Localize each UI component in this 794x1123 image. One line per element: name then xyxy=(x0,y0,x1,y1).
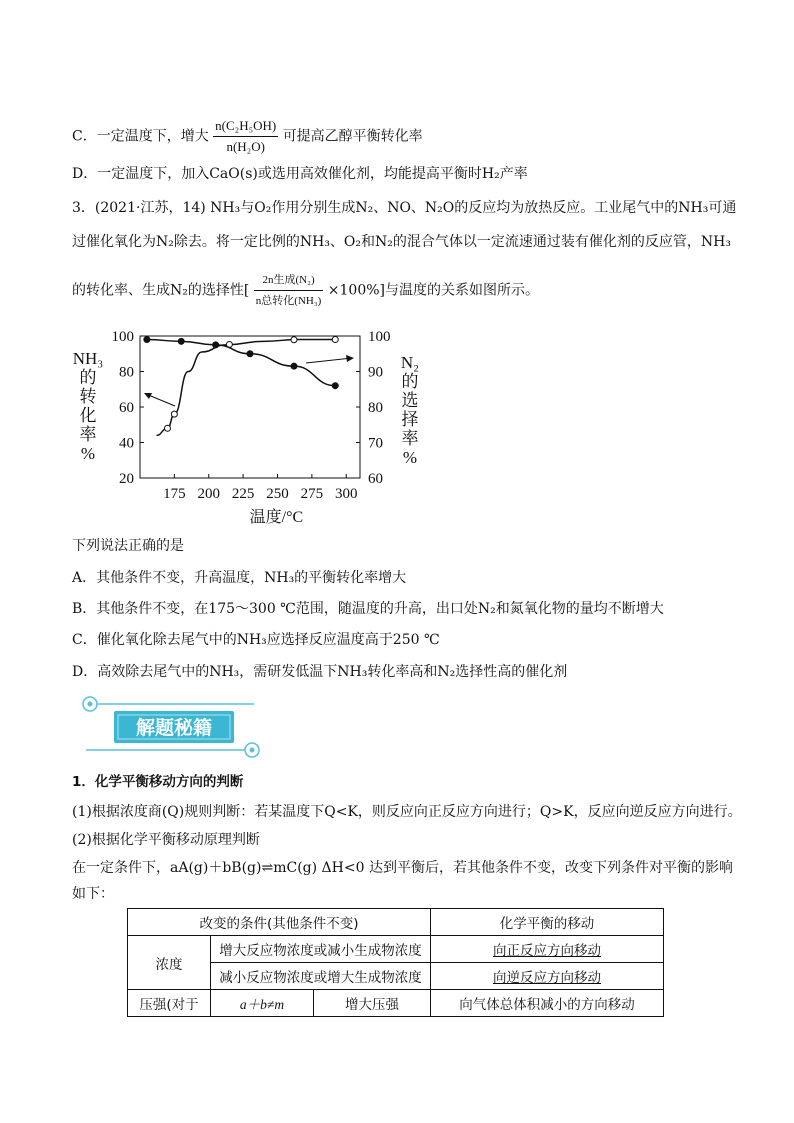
right-axis-label-char: 的 xyxy=(401,372,419,391)
fraction-denominator: n(H₂O) xyxy=(226,139,265,154)
left-tick-label: 20 xyxy=(119,471,134,487)
chart-arrows xyxy=(144,355,354,406)
question-line-2: 过催化氧化为N₂除去。将一定比例的NH₃、O₂和N₂的混合气体以一定流速通过装有催化剂的反应管，NH₃ xyxy=(72,234,731,250)
option-d: D．高效除去尾气中的NH₃，需研发低温下NH₃转化率高和N₂选择性高的催化剂 xyxy=(72,664,568,680)
table-cell: 增大压强 xyxy=(314,990,431,1017)
x-tick-label: 275 xyxy=(300,486,324,502)
table-cell: a＋b≠m xyxy=(211,990,314,1017)
question-line-1: 3．(2021·江苏，14) NH₃与O₂作用分别生成N₂、NO、N₂O的反应均为放热反应。工业尾气中的NH₃可通 xyxy=(72,200,737,216)
table-row xyxy=(128,990,664,1017)
option-d-prev: D．一定温度下，加入CaO(s)或选用高效催化剂，均能提高平衡时H₂产率 xyxy=(72,166,528,182)
x-tick-label: 200 xyxy=(197,486,220,502)
right-axis-label-char: 率 xyxy=(401,429,419,448)
selectivity-fraction xyxy=(254,270,324,311)
secret-item-3-cont: 如下： xyxy=(72,886,114,902)
right-axis-label-char: 择 xyxy=(401,410,419,429)
option-b: B．其他条件不变，在175～300 ℃范围，随温度的升高，出口处N₂和氮氧化物的量均不断增大 xyxy=(72,601,664,617)
series-left-point xyxy=(332,337,338,343)
table-row xyxy=(128,909,664,936)
option-a: A．其他条件不变，升高温度，NH₃的平衡转化率增大 xyxy=(72,570,407,586)
table-header-shift: 化学平衡的移动 xyxy=(431,909,664,936)
fraction-denominator: n总转化(NH₃) xyxy=(255,295,322,307)
series-left-point xyxy=(171,411,177,417)
option-c-suffix: 可提高乙醇平衡转化率 xyxy=(282,128,423,145)
left-tick-label: 40 xyxy=(119,435,134,452)
question-stem: 下列说法正确的是 xyxy=(72,538,184,554)
left-tick-label: 100 xyxy=(111,329,134,345)
secret-item-3: 在一定条件下，aA(g)＋bB(g)⇌mC(g) ΔH<0 达到平衡后，若其他条件不变，改变下列条件对平衡的影响 xyxy=(72,860,733,876)
right-axis-label-char: 选 xyxy=(401,391,419,410)
series-right-point xyxy=(332,383,338,389)
table-cell xyxy=(431,936,664,963)
left-axis-label-char: 率 xyxy=(79,425,97,444)
series-right-point xyxy=(291,363,297,369)
section-badge xyxy=(74,692,266,762)
left-axis-label-char: 转 xyxy=(79,387,97,406)
option-c-fraction xyxy=(213,116,278,157)
x-tick-label: 250 xyxy=(266,486,289,502)
table-cell: 增大反应物浓度或减小生成物浓度 xyxy=(211,936,431,963)
left-axis-label-char: NH₃ xyxy=(72,349,104,368)
right-tick-label: 70 xyxy=(368,435,383,452)
table-cell: 向气体总体积减小的方向移动 xyxy=(431,990,664,1017)
badge-title: 解题秘籍 xyxy=(135,717,213,739)
right-tick-label: 60 xyxy=(368,471,383,487)
chart-axes xyxy=(140,336,360,478)
secret-item-2: (2)根据化学平衡移动原理判断 xyxy=(72,832,260,848)
fraction-numerator: 2n生成(N₂) xyxy=(254,270,324,291)
question-line-3-suffix: ×100%]与温度的关系如图所示。 xyxy=(327,282,540,299)
fraction-numerator: n(C₂H₅OH) xyxy=(213,116,278,137)
table-cell xyxy=(431,963,664,990)
secret-heading: 1．化学平衡移动方向的判断 xyxy=(72,774,244,790)
equilibrium-table xyxy=(127,908,664,1017)
series-left-point xyxy=(165,425,171,431)
table-cell: 减小反应物浓度或增大生成物浓度 xyxy=(211,963,431,990)
secret-item-1: (1)根据浓度商(Q)规则判断：若某温度下Q<K，则反应向正反应方向进行；Q>K，反应向逆反应方向进行。 xyxy=(72,804,742,820)
right-axis-label-char: N₂ xyxy=(400,353,420,372)
left-axis-label-char: % xyxy=(80,444,96,463)
right-tick-label: 80 xyxy=(368,400,383,416)
table-cell-text: 向正反应方向移动 xyxy=(493,943,601,959)
right-tick-label: 100 xyxy=(368,329,391,345)
table-header-condition: 改变的条件(其他条件不变) xyxy=(128,909,431,936)
right-axis-label-char: % xyxy=(402,448,418,467)
x-tick-label: 300 xyxy=(335,486,358,502)
left-tick-label: 60 xyxy=(119,400,134,416)
conversion-selectivity-chart xyxy=(60,318,440,530)
option-c-prefix: C．一定温度下，增大 xyxy=(72,128,209,145)
series-right-point xyxy=(247,351,253,357)
option-c: C．催化氧化除去尾气中的NH₃应选择反应温度高于250 ℃ xyxy=(72,632,440,648)
x-tick-label: 175 xyxy=(163,486,186,502)
series-right-point xyxy=(178,338,184,344)
chart-curves xyxy=(144,337,338,436)
series-right-point xyxy=(144,337,150,343)
table-cell-text: 向逆反应方向移动 xyxy=(493,970,601,986)
right-tick-label: 90 xyxy=(368,364,383,381)
question-line-3-prefix: 的转化率、生成N₂的选择性[ xyxy=(72,282,250,299)
question-line-3 xyxy=(72,270,539,311)
left-axis-label-char: 化 xyxy=(79,406,97,425)
x-tick-label: 225 xyxy=(231,486,255,502)
table-cell-concentration: 浓度 xyxy=(128,936,211,990)
left-axis-label-char: 的 xyxy=(79,368,97,387)
right-axis-pointer-arrow xyxy=(306,358,352,363)
table-row xyxy=(128,936,664,963)
plot-frame xyxy=(140,336,360,478)
table-cell-pressure: 压强(对于 xyxy=(128,990,211,1017)
right-axis-arrowhead xyxy=(346,355,354,362)
option-c-prev xyxy=(72,116,423,157)
series-right-point xyxy=(213,342,219,348)
left-tick-label: 80 xyxy=(119,364,134,381)
series-left-point xyxy=(291,337,297,343)
x-axis-label: 温度/°C xyxy=(249,509,304,526)
